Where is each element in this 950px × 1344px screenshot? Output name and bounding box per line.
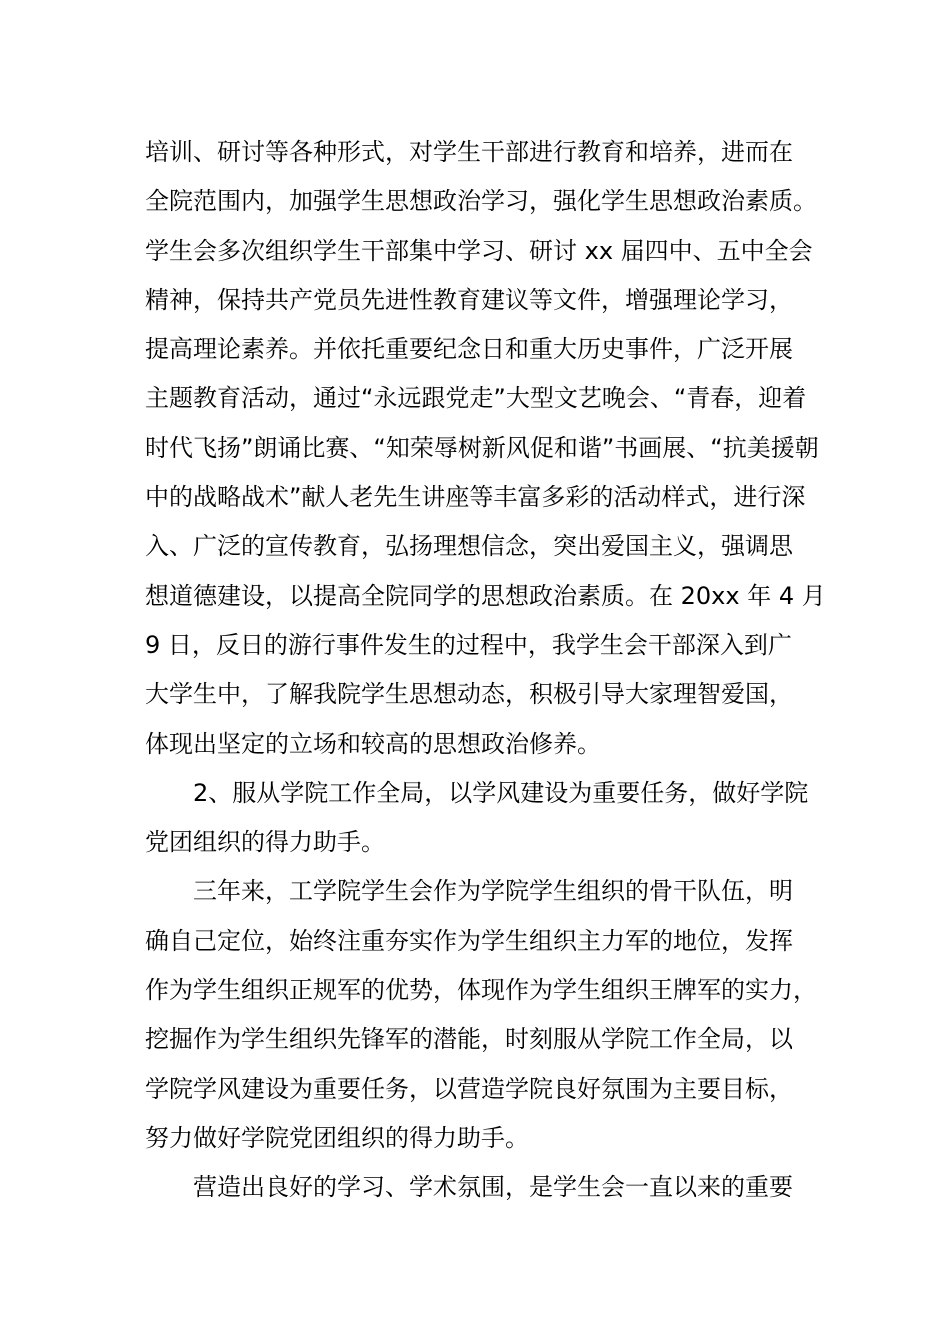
text-line: 精神，保持共产党员先进性教育建议等文件，增强理论学习， [145, 285, 793, 314]
text-line: 努力做好学院党团组织的得力助手。 [145, 1123, 529, 1152]
text-line: 提高理论素养。并依托重要纪念日和重大历史事件，广泛开展 [145, 335, 793, 364]
text-line: 学生会多次组织学生干部集中学习、研讨 xx 届四中、五中全会 [145, 236, 813, 265]
text-line: 想道德建设，以提高全院同学的思想政治素质。在 20xx 年 4 月 [145, 581, 826, 610]
body-text [145, 128, 826, 1213]
text-line: 作为学生组织正规军的优势，体现作为学生组织王牌军的实力， [145, 976, 817, 1005]
text-line: 确自己定位，始终注重夯实作为学生组织主力军的地位，发挥 [145, 926, 793, 955]
text-line: 2、服从学院工作全局，以学风建设为重要任务，做好学院 [193, 778, 809, 807]
text-line: 营造出良好的学习、学术氛围，是学生会一直以来的重要 [193, 1173, 793, 1202]
text-line: 党团组织的得力助手。 [145, 828, 385, 857]
text-line: 9 日，反日的游行事件发生的过程中，我学生会干部深入到广 [145, 630, 792, 659]
text-line: 挖掘作为学生组织先锋军的潜能，时刻服从学院工作全局，以 [145, 1025, 793, 1054]
text-line: 三年来，工学院学生会作为学院学生组织的骨干队伍，明 [193, 877, 793, 906]
text-line: 大学生中，了解我院学生思想动态，积极引导大家理智爱国， [145, 680, 793, 709]
text-line: 学院学风建设为重要任务，以营造学院良好氛围为主要目标， [145, 1074, 793, 1103]
text-line: 中的战略战术”献人老先生讲座等丰富多彩的活动样式，进行深 [145, 483, 806, 512]
text-line: 培训、研讨等各种形式，对学生干部进行教育和培养，进而在 [145, 138, 793, 166]
text-line: 时代飞扬”朗诵比赛、“知荣辱树新风促和谐”书画展、“抗美援朝 [145, 433, 819, 462]
text-line: 主题教育活动，通过“永远跟党走”大型文艺晚会、“青春，迎着 [145, 384, 807, 413]
text-line: 全院范围内，加强学生思想政治学习，强化学生思想政治素质。 [145, 187, 817, 216]
text-line: 入、广泛的宣传教育，弘扬理想信念，突出爱国主义，强调思 [145, 532, 793, 561]
text-line: 体现出坚定的立场和较高的思想政治修养。 [145, 729, 601, 758]
